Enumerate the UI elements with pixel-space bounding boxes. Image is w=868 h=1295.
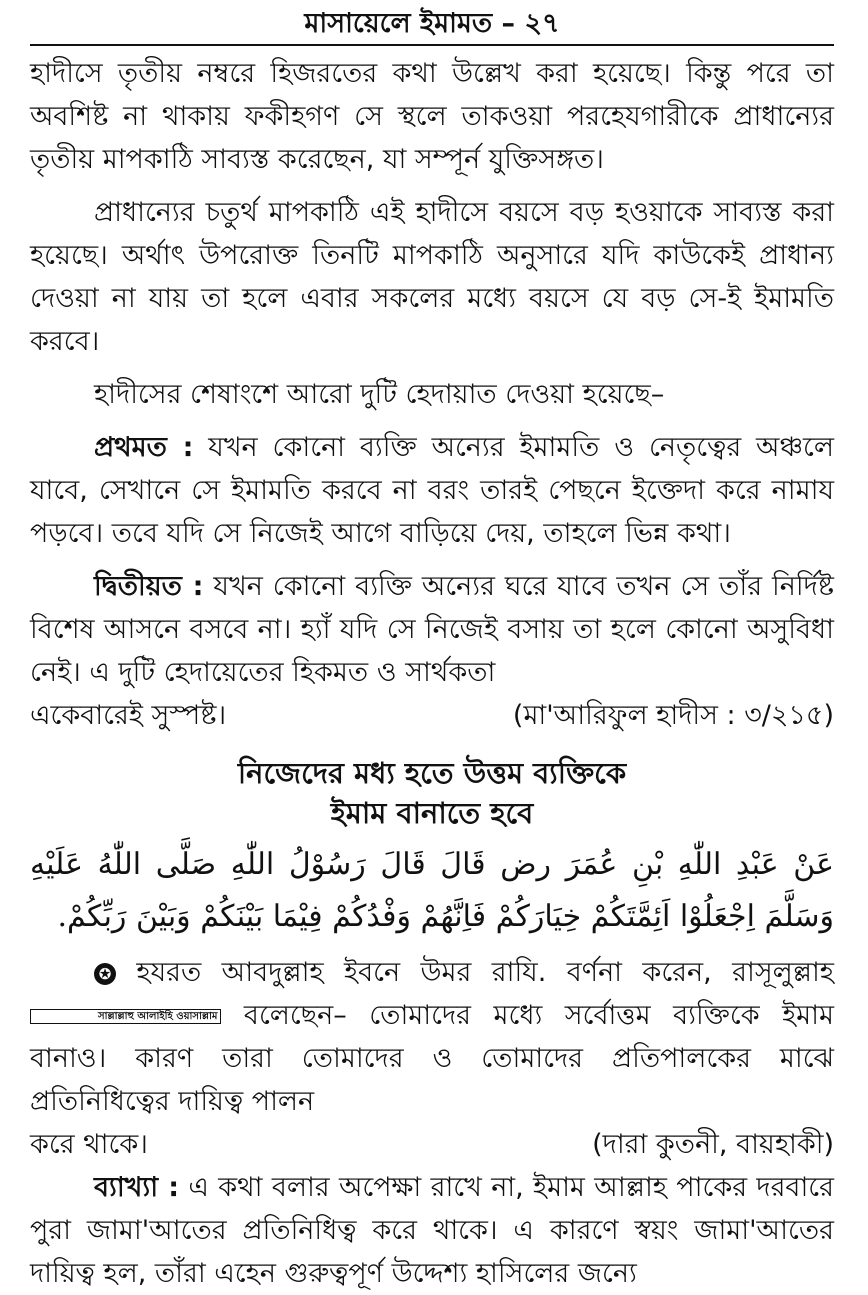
paragraph-5-text: যখন কোনো ব্যক্তি অন্যের ঘরে যাবে তখন সে তাঁর নির্দিষ্ট বিশেষ আসনে বসবে না। হ্যাঁ যদি সে নিজেই বসায় তা হলে কোনো অসুবিধা নেই। এ দুটি হেদায়েতের হিকমত ও সার্থকতা bbox=[30, 571, 834, 688]
hadith-end: করে থাকে। bbox=[30, 1129, 148, 1160]
hadith-last-line bbox=[30, 1123, 834, 1166]
hadith-text-1: হযরত আবদুল্লাহ ইবনে উমর রাযি. বর্ণনা করেন, রাসূলুল্লাহ bbox=[116, 957, 834, 988]
source-citation: (মা'আরিফুল হাদীস : ৩/২১৫) bbox=[512, 700, 834, 731]
paragraph-4 bbox=[30, 426, 834, 555]
paragraph-3: হাদীসের শেষাংশে আরো দুটি হেদায়াত দেওয়া হয়েছে– bbox=[94, 379, 665, 410]
paragraph-5 bbox=[30, 565, 834, 694]
paragraph-4-text: যখন কোনো ব্যক্তি অন্যের ইমামতি ও নেতৃত্বের অঞ্চলে যাবে, সেখানে সে ইমামতি করবে না বরং তারই পেছনে ইক্তেদা করে নামায পড়বে। তবে যদি সে নিজেই আগে বাড়িয়ে দেয়, তাহলে ভিন্ন কথা। bbox=[30, 432, 834, 549]
salutation-badge: সাল্লাল্লাহু আলাইহি ওয়াসাল্লাম bbox=[30, 1009, 221, 1024]
second-label: দ্বিতীয়ত : bbox=[94, 571, 204, 602]
star-icon: ✪ bbox=[94, 963, 116, 985]
explanation-label: ব্যাখ্যা : bbox=[94, 1172, 180, 1203]
hadith-text-2: বলেছেন– তোমাদের মধ্যে সর্বোত্তম ব্যক্তিকে ইমাম বানাও। কারণ তারা তোমাদের ও তোমাদের প্রতিপালকের মাঝে প্রতিনিধিত্বের দায়িত্ব পালন bbox=[30, 1000, 834, 1117]
paragraph-2: প্রাধান্যের চতুর্থ মাপকাঠি এই হাদীসে বয়সে বড় হওয়াকে সাব্যস্ত করা হয়েছে। অর্থাৎ উপরোক্ত তিনটি মাপকাঠি অনুসারে যদি কাউকেই প্রাধান্য দেওয়া না যায় তা হলে এবার সকলের মধ্যে বয়সে যে বড় সে-ই ইমামতি করবে। bbox=[30, 197, 834, 357]
section-heading-line-2: ইমাম বানাতে হবে bbox=[330, 796, 534, 830]
header-rule bbox=[30, 44, 834, 46]
section-heading-line-1: নিজেদের মধ্য হতে উত্তম ব্যক্তিকে bbox=[237, 756, 627, 790]
paragraph-5-last-line bbox=[30, 694, 834, 737]
explanation-paragraph bbox=[30, 1166, 834, 1295]
section-heading bbox=[30, 753, 834, 833]
paragraph-1: হাদীসে তৃতীয় নম্বরে হিজরতের কথা উল্লেখ করা হয়েছে। কিন্তু পরে তা অবশিষ্ট না থাকায় ফকীহগণ সে স্থলে তাকওয়া পরহেযগারীকে প্রাধান্যের তৃতীয় মাপকাঠি সাব্যস্ত করেছেন, যা সম্পূর্ন যুক্তিসঙ্গত। bbox=[30, 58, 834, 175]
page-header: মাসায়েলে ইমামত – ২৭ bbox=[304, 8, 560, 39]
paragraph-5-end: একেবারেই সুস্পষ্ট। bbox=[30, 700, 227, 731]
hadith-translation bbox=[30, 951, 834, 1123]
first-label: প্রথমত : bbox=[94, 432, 194, 463]
explanation-text: এ কথা বলার অপেক্ষা রাখে না, ইমাম আল্লাহ পাকের দরবারে পুরা জামা'আতের প্রতিনিধিত্ব করে থাকে। এ কারণে স্বয়ং জামা'আতের দায়িত্ব হল, তাঁরা এহেন গুরুত্বপূর্ণ উদ্দেশ্য হাসিলের জন্যে bbox=[30, 1172, 834, 1289]
hadith-source: (দারা কুতনী, বায়হাকী) bbox=[592, 1129, 834, 1160]
arabic-hadith: عَنْ عَبْدِ اللّٰهِ بْنِ عُمَرَ رض قَالَ قَالَ رَسُوْلُ اللّٰهِ صَلَّى اللّٰهُ عَلَيْهِ وَسَلَّمَ اِجْعَلُوْا اَئِمَّتَكُمْ خِيَارَكُمْ فَاِنَّهُمْ وَفْدُكُمْ فِيْمَا بَيْنَكُمْ وَبَيْنَ رَبِّكُمْ. bbox=[30, 847, 834, 934]
